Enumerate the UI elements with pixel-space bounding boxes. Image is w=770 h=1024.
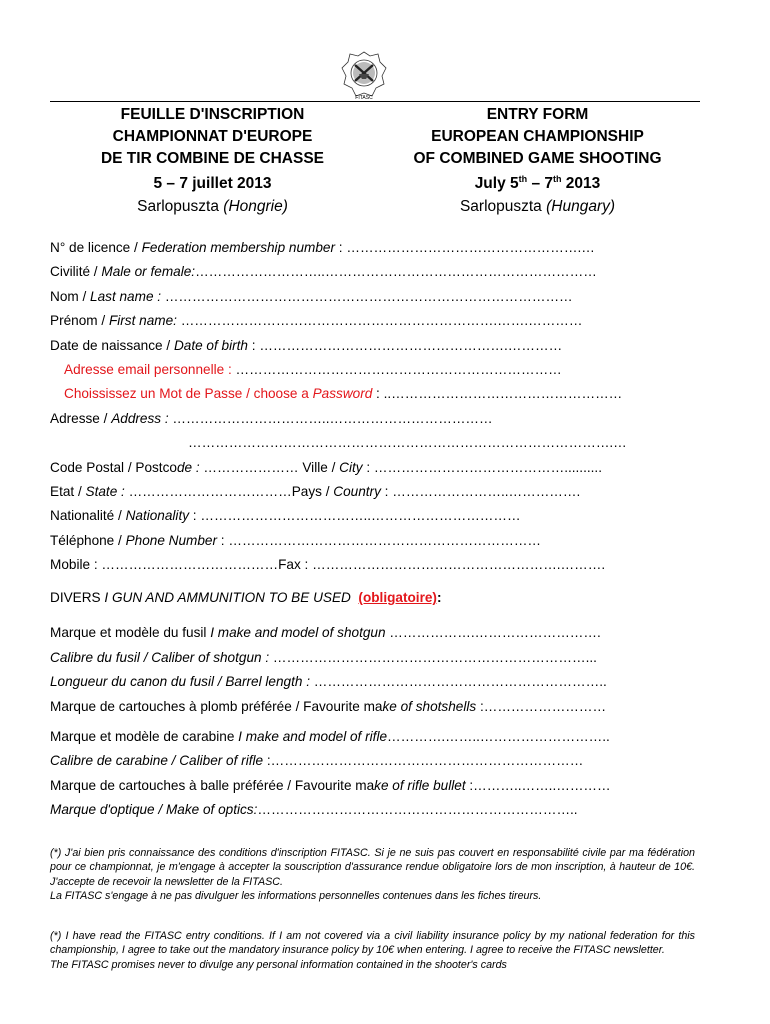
field-shotshells[interactable]: Marque de cartouches à plomb préférée / Favourite make of shotshells :……………………… <box>50 698 607 714</box>
note-french-privacy: La FITASC s'engage à ne pas divulguer les informations personnelles contenues dans les fiches tireurs. <box>50 890 542 903</box>
field-rifle-model[interactable]: Marque et modèle de carabine I make and model of rifle………….……..……………………….. <box>50 729 610 744</box>
header-english <box>375 102 700 215</box>
place-fr: Sarlopuszta (Hongrie) <box>137 198 288 215</box>
place-en: Sarlopuszta (Hungary) <box>459 198 616 215</box>
note-english <box>50 929 695 972</box>
note-english-text: (*) I have read the FITASC entry conditions. If I am not covered via a civil liability insurance policy by my national federation for this championship, I agree to take out the mandatory insurance policy by 10€ when entering. I agree to receive the FITASC newsletter. <box>50 930 695 957</box>
form-header <box>50 101 700 215</box>
field-licence[interactable]: N° de licence / Federation membership number : …………………………………………….… <box>50 240 595 255</box>
field-shotgun-caliber[interactable]: Calibre du fusil / Caliber of shotgun : ……………………………………………………………... <box>50 649 597 665</box>
championship-en: EUROPEAN CHAMPIONSHIP <box>431 128 644 145</box>
field-postcode-city[interactable]: Code Postal / Postcode : ………………… Ville / City : …………………………………….......... <box>50 459 602 475</box>
title-fr: FEUILLE D'INSCRIPTION <box>120 106 305 123</box>
shotgun-section <box>50 621 695 719</box>
field-address[interactable]: Adresse / Address : ……………………………..……………………………… <box>50 410 493 426</box>
svg-text:FITASC: FITASC <box>355 95 373 100</box>
field-first-name[interactable]: Prénom / First name: …………………………………………………………….…….………… <box>50 313 583 329</box>
note-english-privacy: The FITASC promises never to divulge any personal information contained in the shooter's cards <box>50 958 507 971</box>
date-fr: 5 – 7 juillet 2013 <box>153 175 272 192</box>
equipment-heading: DIVERS I GUN AND AMMUNITION TO BE USED (obligatoire): <box>50 590 442 605</box>
field-mobile-fax[interactable]: Mobile : …………………………………Fax : ……………………………………………….………. <box>50 557 606 573</box>
field-state-country[interactable]: Etat / State : ………………………………Pays / Country : ……………………..……………. <box>50 483 581 499</box>
field-optics[interactable]: Marque d'optique / Make of optics:…………………………………………………………….. <box>50 801 578 817</box>
personal-info-section <box>50 236 695 577</box>
field-rifle-bullet[interactable]: Marque de cartouches à balle préférée / Favourite make of rifle bullet :………..……..………… <box>50 777 611 793</box>
field-last-name[interactable]: Nom / Last name : ……………………………………………………………………………… <box>50 288 573 304</box>
note-french <box>50 846 695 904</box>
header-french <box>50 102 375 215</box>
championship-fr: CHAMPIONNAT D'EUROPE <box>112 128 313 145</box>
field-date-of-birth[interactable]: Date de naissance / Date of birth : ……………………………………………….………… <box>50 337 563 353</box>
date-en: July 5th – 7th 2013 <box>474 173 601 192</box>
field-phone[interactable]: Téléphone / Phone Number : …………………………………………………………… <box>50 532 542 548</box>
field-address-line2[interactable]: ………………………………………………………………………………….… <box>188 435 627 451</box>
title-en: ENTRY FORM <box>486 106 589 123</box>
discipline-en: OF COMBINED GAME SHOOTING <box>413 150 662 167</box>
discipline-fr: DE TIR COMBINE DE CHASSE <box>100 150 325 167</box>
field-password[interactable]: Choississez un Mot de Passe / choose a Password : ..…………………………………………… <box>64 386 623 402</box>
rifle-section <box>50 725 695 822</box>
fitasc-logo <box>340 48 388 100</box>
field-email[interactable]: Adresse email personnelle : ……………………………………………………………… <box>64 361 562 377</box>
field-nationality[interactable]: Nationalité / Nationality : ………………………………..…………………………… <box>50 508 521 524</box>
field-shotgun-model[interactable]: Marque et modèle du fusil I make and model of shotgun ……………….………………………. <box>50 625 601 640</box>
note-french-text: (*) J'ai bien pris connaissance des conditions d'inscription FITASC. Si je ne suis pas couvert en responsabilité civile par ma fédération pour ce championnat, je m'engage à accepter la souscription d'assurance rendue obligatoire lors de mon inscription, à hauteur de 10€. J'accepte de recevoir la newsletter de la FITASC. <box>50 847 695 888</box>
field-barrel-length[interactable]: Longueur du canon du fusil / Barrel length : ……………………………………………………….. <box>50 674 607 690</box>
field-rifle-caliber[interactable]: Calibre de carabine / Caliber of rifle :…………………………………………………………… <box>50 753 584 769</box>
field-civility[interactable]: Civilité / Male or female:………………………..…………………………………………………… <box>50 264 597 280</box>
